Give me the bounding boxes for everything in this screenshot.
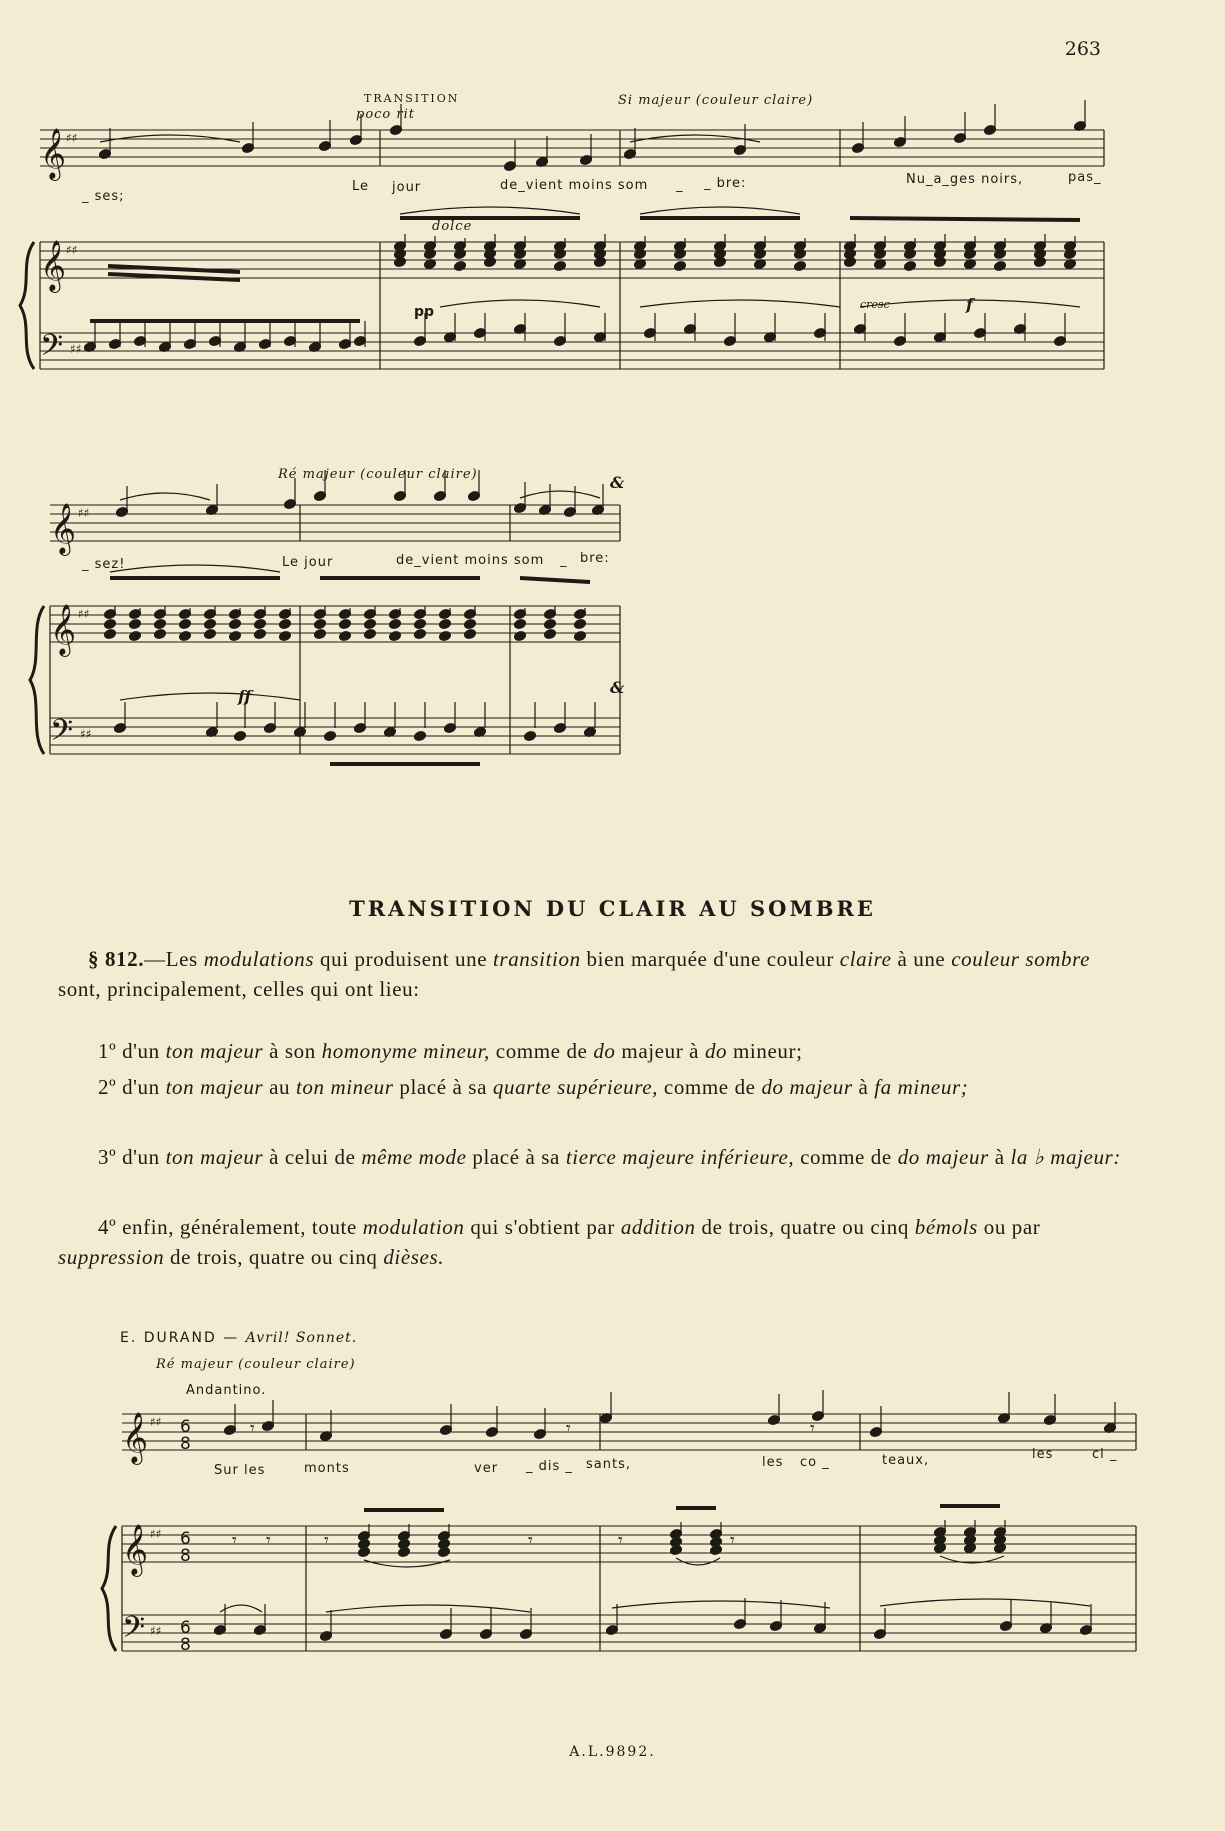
list-item-1: 1º d'un ton majeur à son homonyme mineur, comme de do majeur à do mineur; <box>98 1039 803 1063</box>
note-head <box>153 618 166 629</box>
note-head <box>363 618 376 629</box>
tremolo-beam <box>108 274 240 280</box>
lyric-s2-4: _ <box>560 553 568 568</box>
note-head <box>363 628 376 639</box>
paragraph-intro: § 812.—Les modulations qui produisent une transition bien marquée d'une couleur claire à une couleur sombre sont, principalement, celles qui ont lieu: <box>58 947 1091 1001</box>
note-head <box>523 730 536 741</box>
note-head <box>253 628 266 639</box>
key-signature: ♯♯ <box>80 727 92 741</box>
ex-lyric-4: _ dis _ <box>526 1459 573 1474</box>
ex-lyric-7: co _ <box>800 1455 830 1470</box>
slur <box>400 207 580 214</box>
key-label-re-majeur: Ré majeur (couleur claire) <box>278 467 478 482</box>
lyric-4: de_vient moins som <box>500 178 649 193</box>
note-head <box>793 260 806 271</box>
rest: 𝄾 <box>566 1418 571 1439</box>
note-head <box>463 628 476 639</box>
note-head <box>438 630 451 641</box>
dynamic-f: f <box>966 295 973 314</box>
beam <box>520 578 590 582</box>
key-signature: ♯♯ <box>150 1415 162 1429</box>
ex-lyric-8: teaux, <box>882 1453 930 1468</box>
note-head <box>413 730 426 741</box>
ex-lyric-3: ver <box>474 1461 499 1476</box>
treble-clef: 𝄞 <box>40 128 67 179</box>
key-signature: ♯♯ <box>66 131 78 145</box>
note-head <box>203 628 216 639</box>
slur <box>120 493 210 500</box>
brace <box>102 1526 116 1651</box>
bass-clef: 𝄢 <box>50 714 74 755</box>
example-tempo: Andantino. <box>186 1383 267 1398</box>
time-signature-top: 6 <box>180 1529 191 1549</box>
bass-clef: 𝄢 <box>122 1611 146 1652</box>
note-head <box>323 730 336 741</box>
note-head <box>543 628 556 639</box>
lyric-s2-3: de_vient moins som <box>396 553 545 568</box>
treble-clef: 𝄞 <box>50 604 77 655</box>
lyric-7: Nu_a_ges noirs, <box>906 172 1024 187</box>
note-head <box>313 618 326 629</box>
note-head <box>463 618 476 629</box>
rest: 𝄾 <box>618 1530 623 1551</box>
note-head <box>128 618 141 629</box>
lyric-1: _ ses; <box>82 189 125 204</box>
tempo-marking: poco rit <box>356 107 415 122</box>
ex-lyric-2: monts <box>304 1461 350 1476</box>
lyric-s2-1: _ sez! <box>82 557 126 572</box>
note-head <box>153 628 166 639</box>
lyric-5: _ <box>676 178 684 193</box>
list-item-2: 2º d'un ton majeur au ton mineur placé à sa quarte supérieure, comme de do majeur à fa mineur; <box>98 1075 969 1099</box>
ex-lyric-10: ci _ <box>1092 1447 1118 1462</box>
lyric-8: pas_ <box>1068 170 1102 185</box>
note-head <box>573 618 586 629</box>
ex-lyric-5: sants, <box>586 1457 631 1472</box>
note-head <box>543 618 556 629</box>
rest: 𝄾 <box>528 1530 533 1551</box>
slur <box>220 1605 262 1612</box>
note-head <box>278 630 291 641</box>
plate-number: A.L.9892. <box>569 1744 656 1760</box>
slur <box>640 300 840 307</box>
brace <box>20 242 34 369</box>
note-head <box>278 618 291 629</box>
dynamic-ff: ff <box>238 687 252 706</box>
key-label-si-majeur: Si majeur (couleur claire) <box>618 93 814 108</box>
note-head <box>228 630 241 641</box>
lyric-2: Le <box>352 179 370 194</box>
ex-lyric-1: Sur les <box>214 1463 266 1478</box>
note-head <box>673 260 686 271</box>
transition-label: TRANSITION <box>364 92 460 105</box>
note-head <box>338 630 351 641</box>
note-head <box>253 618 266 629</box>
section-number: § 812. <box>88 947 145 971</box>
ampersand-mark-1: & <box>610 473 625 492</box>
treble-clef: 𝄞 <box>40 240 67 291</box>
bass-clef: 𝄢 <box>40 329 64 370</box>
note-head <box>413 628 426 639</box>
key-signature: ♯♯ <box>150 1624 162 1638</box>
slur <box>364 1560 450 1567</box>
note-head <box>178 630 191 641</box>
example-reference <box>120 1330 357 1346</box>
page-number: 263 <box>1064 38 1101 60</box>
ampersand-mark-2: & <box>610 678 625 697</box>
treble-clef: 𝄞 <box>50 503 77 554</box>
rest: 𝄾 <box>324 1530 329 1551</box>
key-signature: ♯♯ <box>78 607 90 621</box>
key-signature: ♯♯ <box>66 243 78 257</box>
rest: 𝄾 <box>250 1418 255 1439</box>
note-head <box>553 260 566 271</box>
lyric-3: jour <box>392 180 422 195</box>
ex-lyric-6: les <box>762 1455 784 1470</box>
treble-clef: 𝄞 <box>122 1412 149 1463</box>
note-head <box>903 260 916 271</box>
note-head <box>993 260 1006 271</box>
note-head <box>513 630 526 641</box>
dynamic-cresc: cresc <box>860 298 890 311</box>
note-head <box>513 618 526 629</box>
ex-lyric-9: les <box>1032 1447 1054 1462</box>
slur <box>612 1601 830 1608</box>
work-title: Avril! Sonnet. <box>245 1330 358 1346</box>
time-signature-bottom: 8 <box>180 1434 191 1454</box>
time-signature-bottom: 8 <box>180 1635 191 1655</box>
rest: 𝄾 <box>810 1418 815 1439</box>
note-head <box>233 730 246 741</box>
note-head <box>103 618 116 629</box>
section-heading: TRANSITION DU CLAIR AU SOMBRE <box>349 896 876 921</box>
lyric-6: _ bre: <box>704 176 747 191</box>
slur <box>640 207 800 214</box>
brace <box>30 606 44 754</box>
dynamic-dolce: dolce <box>432 219 473 234</box>
rest: 𝄾 <box>730 1530 735 1551</box>
slur <box>880 1599 1090 1606</box>
slur <box>440 300 600 307</box>
rest: 𝄾 <box>232 1530 237 1551</box>
lyric-s2-5: bre: <box>580 551 610 566</box>
note-head <box>313 628 326 639</box>
dynamic-pp: pp <box>414 304 435 320</box>
slur <box>520 491 600 498</box>
slur <box>120 693 300 700</box>
note-head <box>128 630 141 641</box>
treble-clef: 𝄞 <box>122 1524 149 1575</box>
beam <box>850 218 1080 220</box>
list-item-4: 4º enfin, généralement, toute modulation qui s'obtient par addition de trois, quatre ou cinq bémols ou par suppression de trois, quatre ou cinq dièses. <box>58 1215 1041 1269</box>
note-head <box>453 260 466 271</box>
key-signature: ♯♯ <box>150 1527 162 1541</box>
note-head <box>438 618 451 629</box>
composer-name: E. DURAND — <box>120 1330 240 1346</box>
note-head <box>413 618 426 629</box>
slur <box>326 1605 530 1612</box>
note-head <box>338 618 351 629</box>
time-signature-bottom: 8 <box>180 1546 191 1566</box>
staff-lines <box>40 130 1136 1651</box>
note-head <box>388 618 401 629</box>
key-signature: ♯♯ <box>78 506 90 520</box>
note-head <box>388 630 401 641</box>
note-head <box>178 618 191 629</box>
key-signature: ♯♯ <box>70 342 82 356</box>
lyric-s2-2: Le jour <box>282 555 334 570</box>
note-head <box>228 618 241 629</box>
note-head <box>573 630 586 641</box>
list-item-3: 3º d'un ton majeur à celui de même mode placé à sa tierce majeure inférieure, comme de do majeur à la ♭ majeur: <box>98 1145 1121 1169</box>
slur <box>110 565 280 572</box>
note-head <box>203 618 216 629</box>
note-head <box>103 628 116 639</box>
time-signature-top: 6 <box>180 1618 191 1638</box>
time-signature-top: 6 <box>180 1417 191 1437</box>
rest: 𝄾 <box>266 1530 271 1551</box>
example-key-label: Ré majeur (couleur claire) <box>156 1357 356 1372</box>
